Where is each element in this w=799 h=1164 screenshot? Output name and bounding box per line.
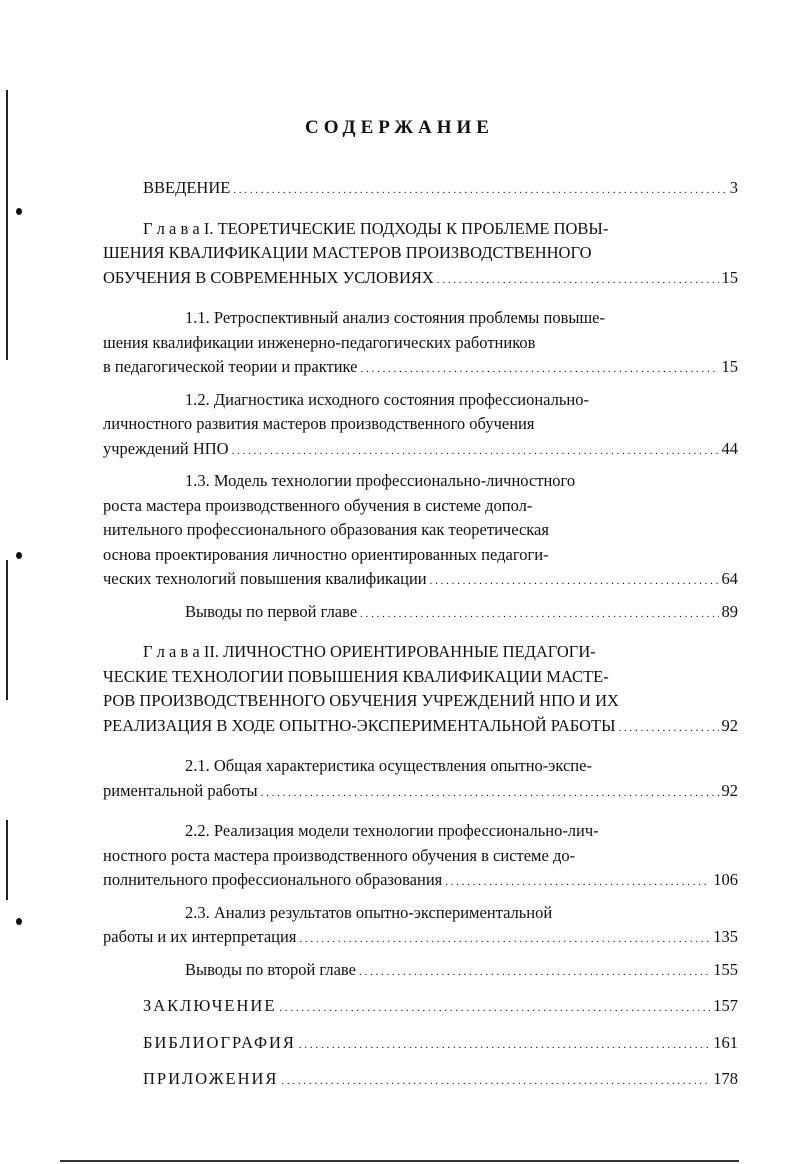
toc-line: ОБУЧЕНИЯ В СОВРЕМЕННЫХ УСЛОВИЯХ [103,267,434,287]
toc-line: ческих технологий повышения квалификации [103,569,427,588]
toc-line: нительного профессионального образования как теоретическая [103,520,549,539]
leader-dots [299,1031,710,1058]
toc-line: ШЕНИЯ КВАЛИФИКАЦИИ МАСТЕРОВ ПРОИЗВОДСТВЕННОГО [103,243,592,262]
toc-line: полнительного профессионального образования [103,870,443,889]
toc-entry-conclusions-1[interactable] [103,600,738,627]
toc-page-number: 3 [729,178,738,197]
toc-entry-label: ВВЕДЕНИЕ [143,178,231,197]
leader-dots [232,437,719,464]
toc-line: 2.2. Реализация модели технологии профессионально-лич- [185,821,599,840]
toc-page-number: 106 [713,870,738,889]
toc-entry-chapter-1[interactable] [103,217,738,293]
toc-line: роста мастера производственного обучения в системе допол- [103,495,533,515]
toc-line: 1.3. Модель технологии профессионально-личностного [185,471,576,490]
leader-dots [279,994,710,1021]
toc-line: основа проектирования личностно ориентированных педагоги- [103,544,549,564]
leader-dots [430,567,719,594]
toc-page-number: 178 [713,1069,738,1088]
toc-entry-conclusions-2[interactable] [103,958,738,985]
toc-entry-label: ПРИЛОЖЕНИЯ [143,1069,279,1088]
toc-line: 1.1. Ретроспективный анализ состояния проблемы повыше- [185,308,605,327]
leader-dots [619,714,719,741]
leader-dots [359,958,710,985]
leader-dots [299,925,710,952]
toc-entry-chapter-2[interactable] [103,640,738,740]
toc-entry-appendices[interactable] [103,1067,738,1094]
toc-entry-section-2-2[interactable] [103,819,738,895]
toc-page-number: 44 [721,438,738,458]
toc-entry-section-1-3[interactable] [103,469,738,594]
toc-line: 1.2. Диагностика исходного состояния профессионально- [185,389,589,409]
scan-speck [16,208,22,215]
leader-dots [281,1067,710,1094]
toc-line: Выводы по второй главе [185,959,356,979]
leader-dots [437,266,719,293]
toc-entry-intro[interactable] [103,176,738,203]
toc-entry-section-2-3[interactable] [103,901,738,952]
toc-line: РЕАЛИЗАЦИЯ В ХОДЕ ОПЫТНО-ЭКСПЕРИМЕНТАЛЬНОЙ РАБОТЫ [103,715,616,735]
scan-speck [16,552,22,559]
bottom-rule [60,1160,739,1162]
toc-line: Г л а в а II. ЛИЧНОСТНО ОРИЕНТИРОВАННЫЕ ПЕДАГОГИ- [143,642,596,661]
toc-entry-section-1-2[interactable] [103,388,738,464]
toc-entry-label: ЗАКЛЮЧЕНИЕ [143,996,277,1015]
toc-line: 2.3. Анализ результатов опытно-экспериментальной [185,902,553,922]
toc-line: Выводы по первой главе [185,601,358,621]
toc-page-number: 157 [713,996,738,1015]
toc-line: РОВ ПРОИЗВОДСТВЕННОГО ОБУЧЕНИЯ УЧРЕЖДЕНИЙ НПО И ИХ [103,691,619,710]
toc-line: в педагогической теории и практике [103,357,358,376]
toc-line: работы и их интерпретация [103,927,297,946]
leader-dots [360,600,718,627]
toc-line: личностного развития мастеров производственного обучения [103,414,535,433]
scan-edge-mark [6,820,8,900]
toc-line: 2.1. Общая характеристика осуществления опытно-экспе- [185,756,592,775]
toc-page-number: 155 [713,959,738,979]
scan-edge-mark [6,560,8,700]
toc-page-number: 161 [713,1032,738,1052]
toc-entry-bibliography[interactable] [103,1031,738,1058]
toc-line: ЧЕСКИЕ ТЕХНОЛОГИИ ПОВЫШЕНИЯ КВАЛИФИКАЦИИ МАСТЕ- [103,666,609,686]
toc-entry-label: БИБЛИОГРАФИЯ [143,1032,296,1052]
toc-entry-section-2-1[interactable] [103,754,738,805]
toc-line: ностного роста мастера производственного обучения в системе до- [103,845,576,865]
page-title: СОДЕРЖАНИЕ [305,117,494,138]
scan-speck [16,918,22,925]
toc-line: Г л а в а I. ТЕОРЕТИЧЕСКИЕ ПОДХОДЫ К ПРОБЛЕМЕ ПОВЫ- [143,218,609,238]
leader-dots [360,355,718,382]
leader-dots [233,176,726,203]
table-of-contents [103,176,738,1094]
toc-page-number: 92 [721,715,738,735]
toc-page-number: 64 [721,569,738,588]
toc-line: шения квалификации инженерно-педагогических работников [103,332,536,352]
toc-page-number: 135 [713,927,738,946]
leader-dots [445,868,710,895]
toc-line: риментальной работы [103,780,258,800]
toc-line: учреждений НПО [103,438,229,458]
toc-page-number: 15 [721,267,738,287]
toc-entry-conclusion[interactable] [103,994,738,1021]
toc-entry-section-1-1[interactable] [103,306,738,382]
leader-dots [261,779,719,806]
toc-page-number: 15 [721,357,738,376]
toc-page-number: 92 [721,780,738,800]
toc-page-number: 89 [721,601,738,621]
